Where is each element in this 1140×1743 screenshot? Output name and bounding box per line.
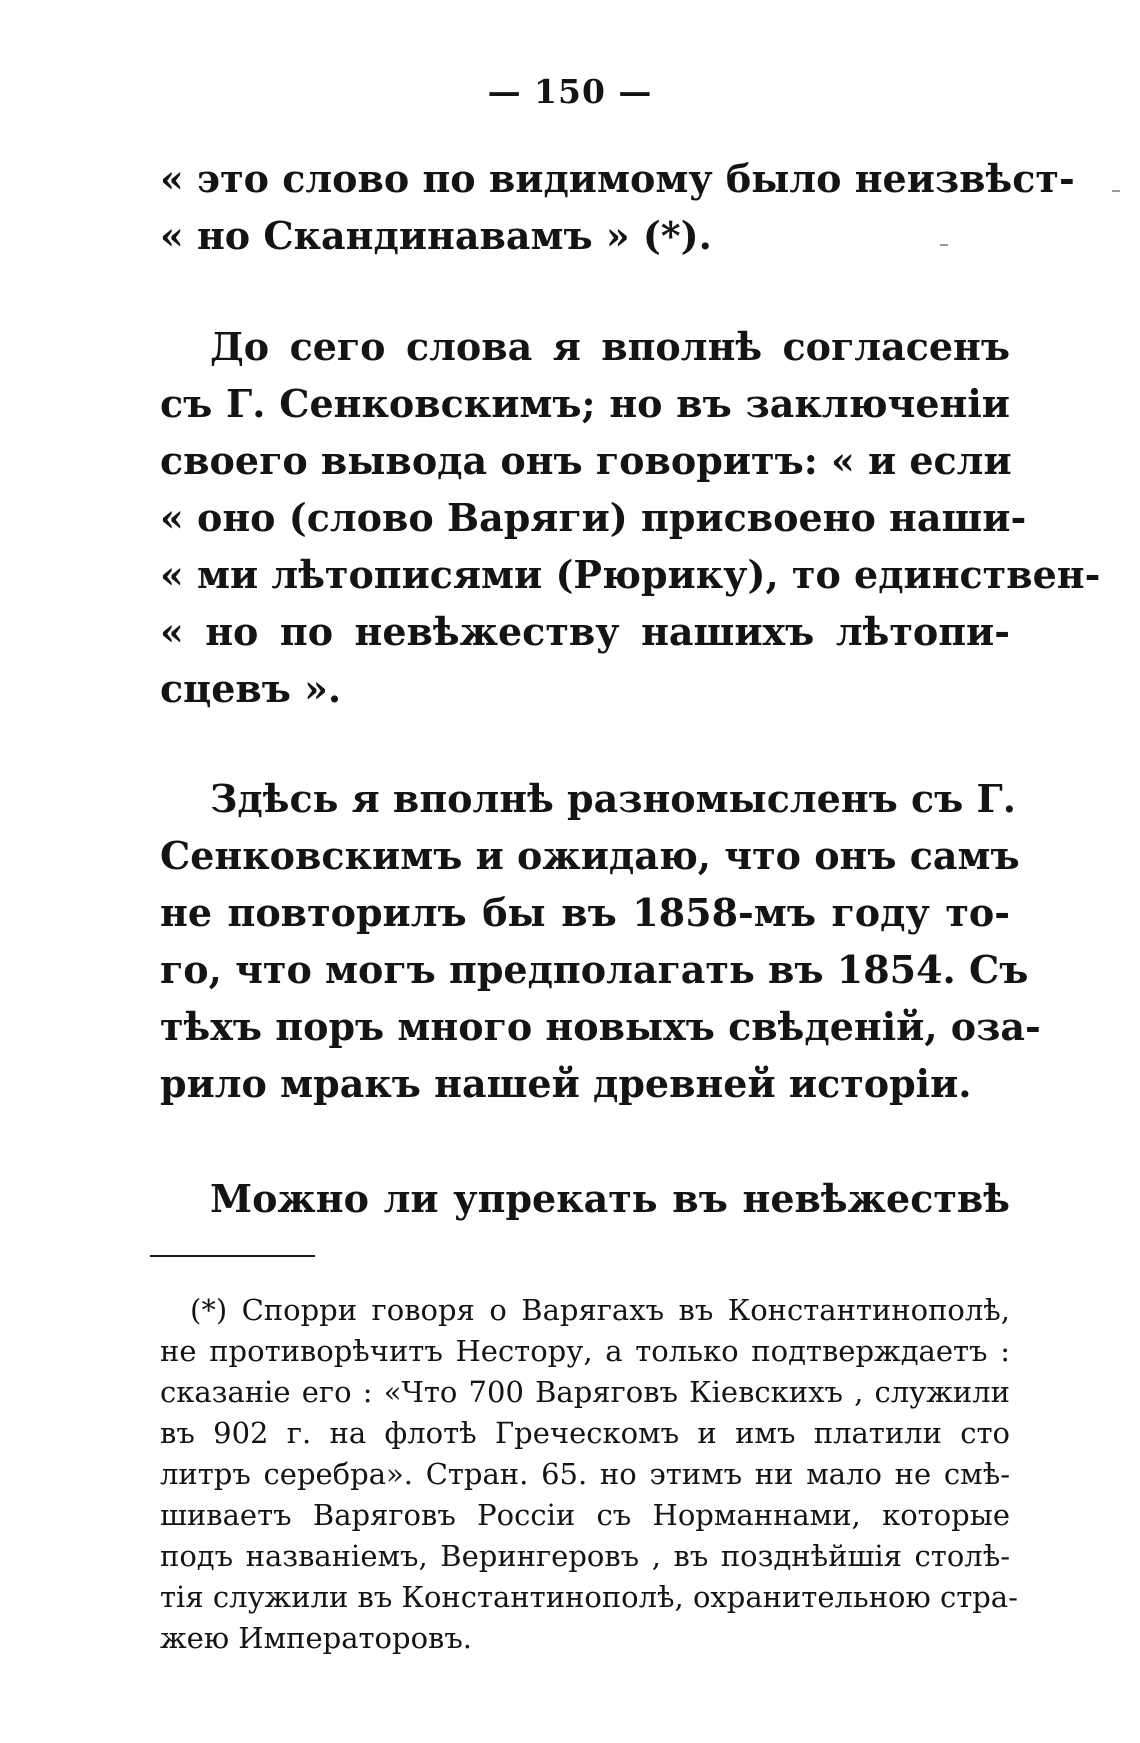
text-line: не повторилъ бы въ 1858-мъ году то- <box>160 890 1010 935</box>
text-line: рило мракъ нашей древней исторіи. <box>160 1061 972 1106</box>
text-line: го, что могъ предполагать въ 1854. Съ <box>160 947 1029 992</box>
scan-speck <box>940 244 948 246</box>
scan-speck <box>1112 190 1120 192</box>
footnote-divider <box>150 1255 315 1257</box>
footnote-line: (*) Спорри говоря о Варягахъ въ Константинополѣ, <box>190 1293 1010 1327</box>
text-line: Можно ли упрекать въ невѣжествѣ <box>210 1176 1010 1221</box>
text-line: тѣхъ поръ много новыхъ свѣденій, оза- <box>160 1004 1041 1049</box>
footnote <box>160 1290 1018 1659</box>
text-line: сцевъ ». <box>160 666 342 711</box>
footnote-line: литръ серебра». Стран. 65. но этимъ ни мало не смѣ- <box>160 1457 1010 1491</box>
text-line: « оно (слово Варяги) присвоено наши- <box>160 495 1027 540</box>
text-line: « но Скандинавамъ » (*). <box>160 213 712 258</box>
footnote-line: подъ названіемъ, Верингеровъ , въ позднѣйшія столѣ- <box>160 1539 1010 1573</box>
footnote-line: тія служили въ Константинополѣ, охранительною стра- <box>160 1580 1018 1614</box>
text-line: « это слово по видимому было неизвѣст- <box>160 156 1075 201</box>
footnote-line: жею Императоровъ. <box>160 1621 473 1655</box>
paragraph-disagreement <box>160 770 1041 1112</box>
text-line: « но по невѣжеству нашихъ лѣтопи- <box>160 609 1010 654</box>
paragraph-question <box>160 1170 1010 1227</box>
footnote-line: сказаніе его : «Что 700 Варяговъ Кіевскихъ , служили <box>160 1375 1010 1409</box>
text-line: Здѣсь я вполнѣ разномысленъ съ Г. <box>210 776 1017 821</box>
paragraph-quote-end <box>160 150 1075 264</box>
paragraph-agreement <box>160 318 1101 717</box>
text-line: До сего слова я вполнѣ согласенъ <box>210 324 1010 369</box>
footnote-line: не противорѣчитъ Нестору, а только подтверждаетъ : <box>160 1334 1010 1368</box>
text-line: « ми лѣтописями (Рюрику), то единствен- <box>160 552 1101 597</box>
footnote-line: шиваетъ Варяговъ Россіи съ Норманнами, которые <box>160 1498 1010 1532</box>
footnote-line: въ 902 г. на флотѣ Греческомъ и имъ платили сто <box>160 1416 1010 1450</box>
text-line: Сенковскимъ и ожидаю, что онъ самъ <box>160 833 1020 878</box>
text-line: съ Г. Сенковскимъ; но въ заключеніи <box>160 381 1010 426</box>
page-number: — 150 — <box>487 72 653 111</box>
text-line: своего вывода онъ говоритъ: « и если <box>160 438 1012 483</box>
